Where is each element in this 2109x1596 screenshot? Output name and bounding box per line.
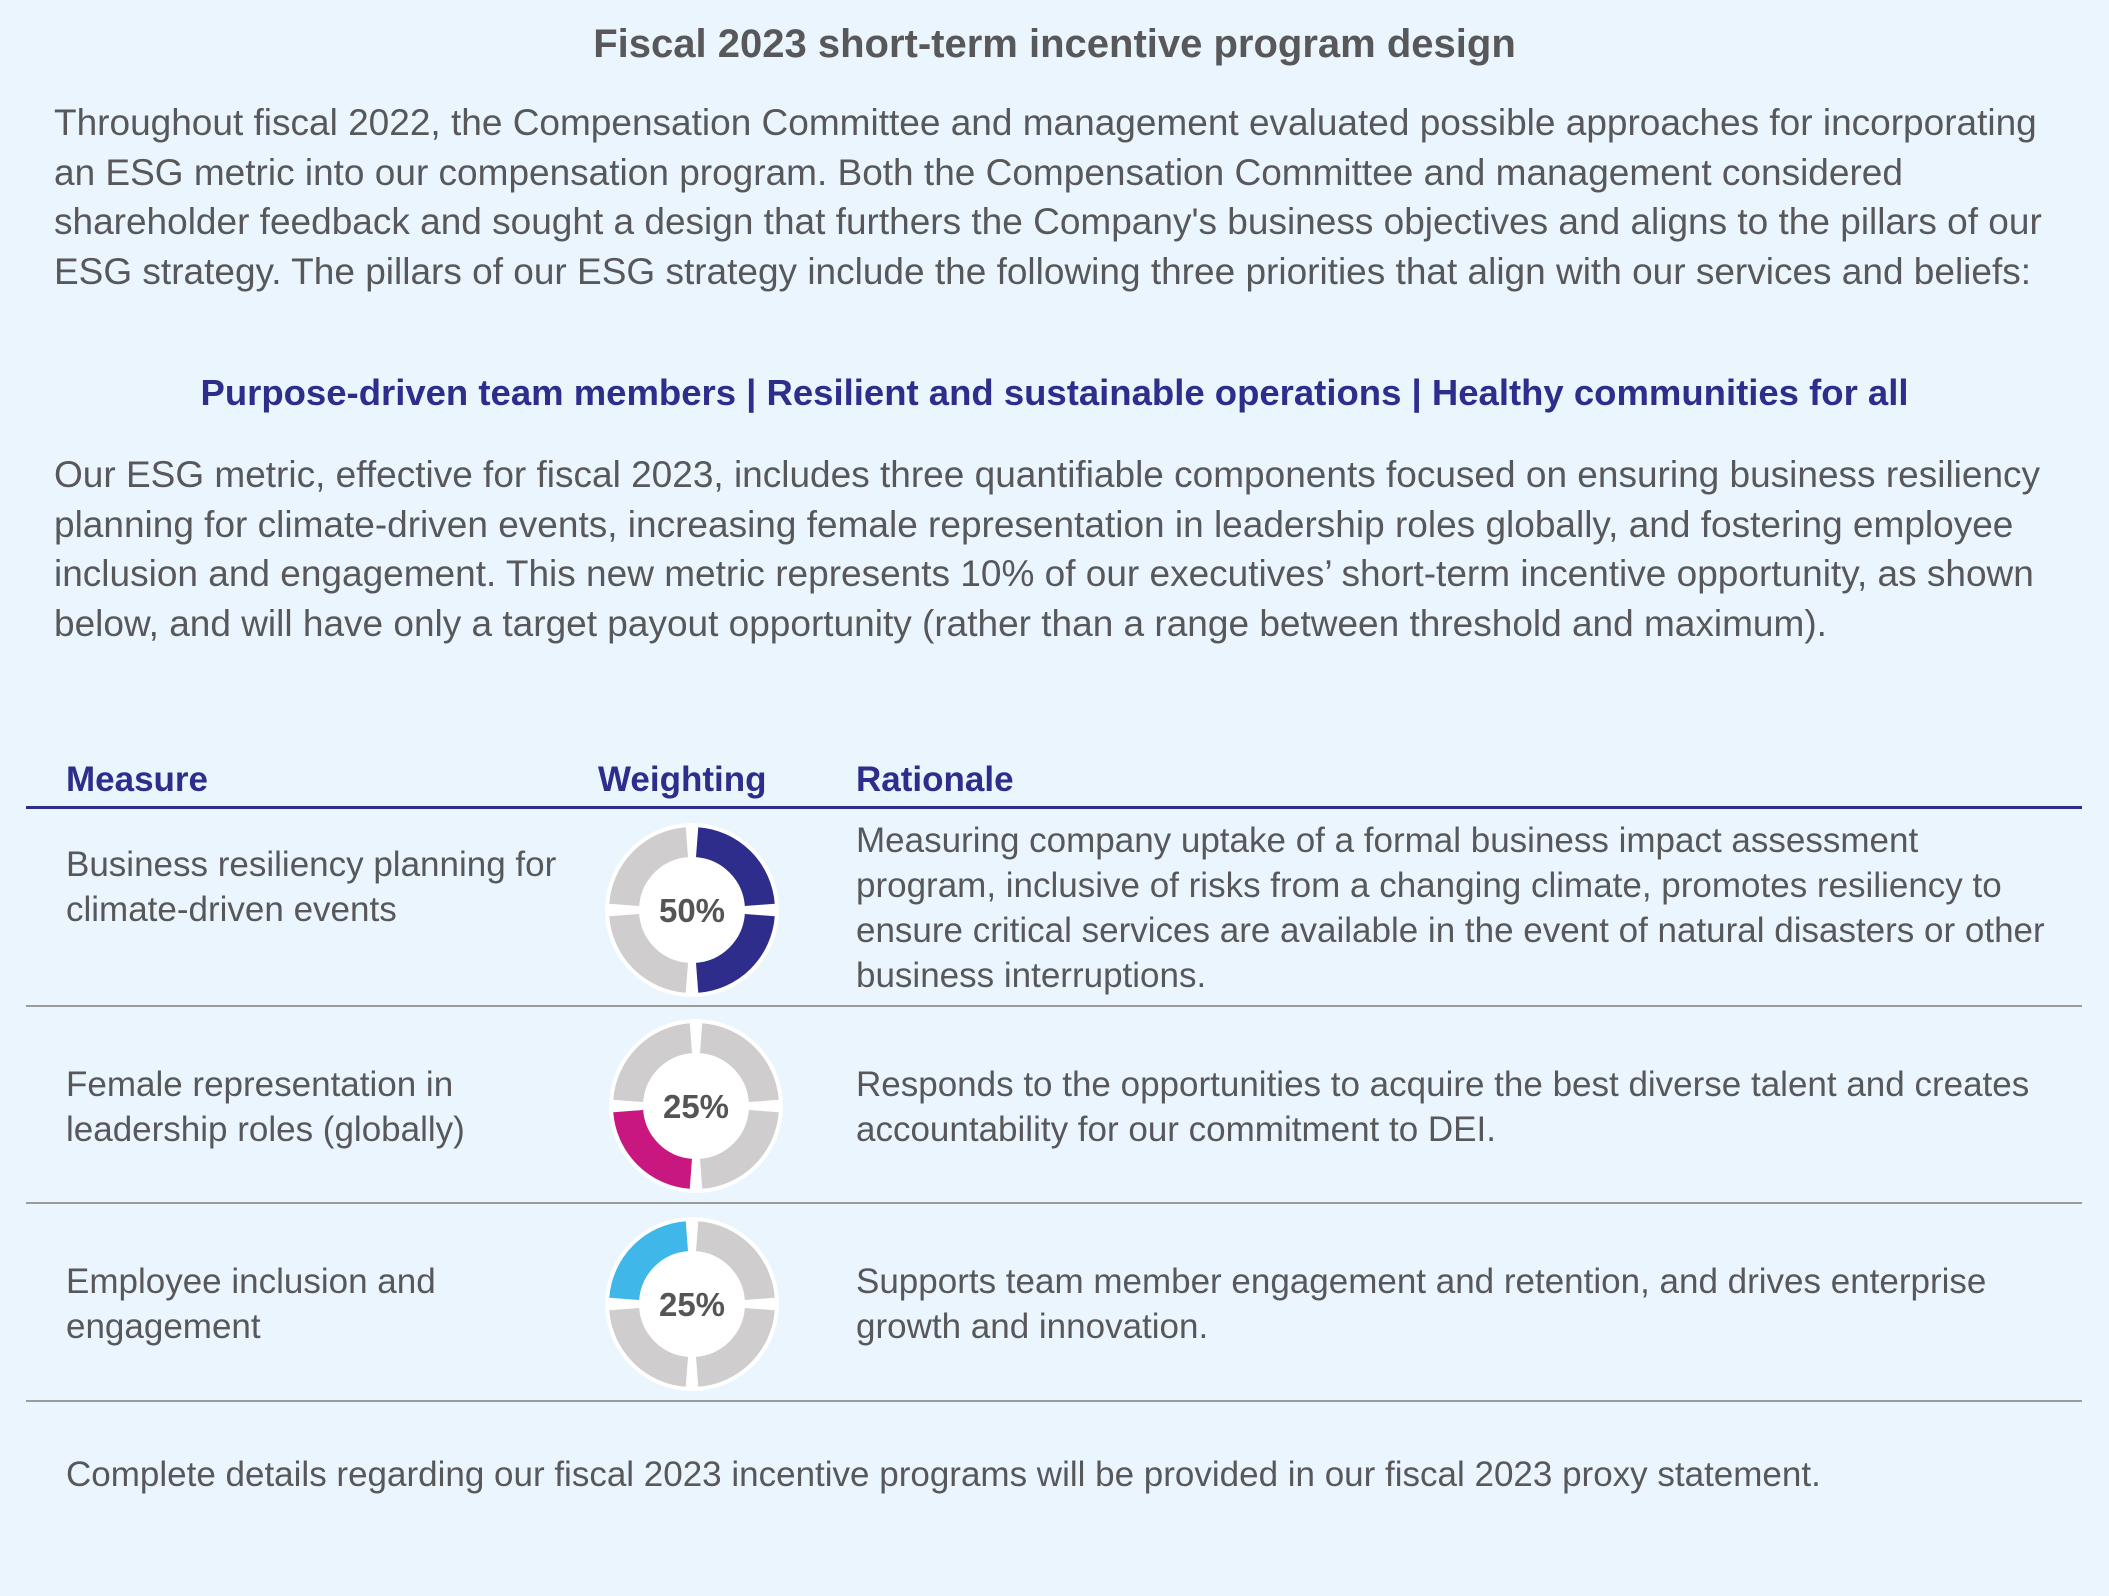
measure-female-representation: Female representation in leadership roles (globally) [66, 1065, 465, 1149]
weighting-donut-female-representation [608, 1018, 784, 1194]
weighting-donut-business-resiliency [604, 822, 780, 998]
donut-percent-label: 25% [658, 1286, 726, 1323]
esg-pillars: Purpose-driven team members | Resilient and sustainable operations | Healthy communities for all [200, 372, 1909, 413]
row-divider [26, 1400, 2082, 1402]
header-rationale: Rationale [856, 760, 1014, 799]
measure-business-resiliency: Business resiliency planning for climate-driven events [66, 845, 557, 929]
rationale-female-representation: Responds to the opportunities to acquire the best diverse talent and creates accountability for our commitment to DEI. [856, 1065, 2030, 1149]
donut-chart [604, 822, 780, 998]
row-divider [26, 1202, 2082, 1204]
rationale-business-resiliency: Measuring company uptake of a formal business impact assessment program, inclusive of risks from a changing climate, promotes resiliency to ensure critical services are available in the event of natural disasters or other business interruptions. [856, 821, 2045, 995]
header-weighting: Weighting [598, 760, 767, 799]
measure-employee-inclusion: Employee inclusion and engagement [66, 1262, 436, 1346]
donut-chart [604, 1216, 780, 1392]
donut-chart [608, 1018, 784, 1194]
header-measure: Measure [66, 760, 209, 799]
metric-paragraph: Our ESG metric, effective for fiscal 2023, includes three quantifiable components focused on ensuring business resiliency planning for climate-driven events, increasing female representation in leadership roles globally, and fostering employee inclusion and engagement. This new metric represents 10% of our executives’ short-term incentive opportunity, as shown below, and will have only a target payout opportunity (rather than a range between threshold and maximum). [54, 454, 2041, 644]
rationale-employee-inclusion: Supports team member engagement and retention, and drives enterprise growth and innovation. [856, 1262, 1987, 1346]
header-divider [26, 806, 2082, 809]
weighting-donut-employee-inclusion [604, 1216, 780, 1392]
intro-paragraph: Throughout fiscal 2022, the Compensation Committee and management evaluated possible approaches for incorporating an ESG metric into our compensation program. Both the Compensation Committee and management considered shareholder feedback and sought a design that furthers the Company's business objectives and aligns to the pillars of our ESG strategy. The pillars of our ESG strategy include the following three priorities that align with our services and beliefs: [54, 102, 2042, 292]
donut-percent-label: 50% [658, 892, 726, 929]
donut-percent-label: 25% [662, 1088, 730, 1125]
row-divider [26, 1005, 2082, 1007]
footer-note: Complete details regarding our fiscal 2023 incentive programs will be provided in our fiscal 2023 proxy statement. [66, 1455, 1821, 1494]
page-title: Fiscal 2023 short-term incentive program design [593, 22, 1516, 66]
